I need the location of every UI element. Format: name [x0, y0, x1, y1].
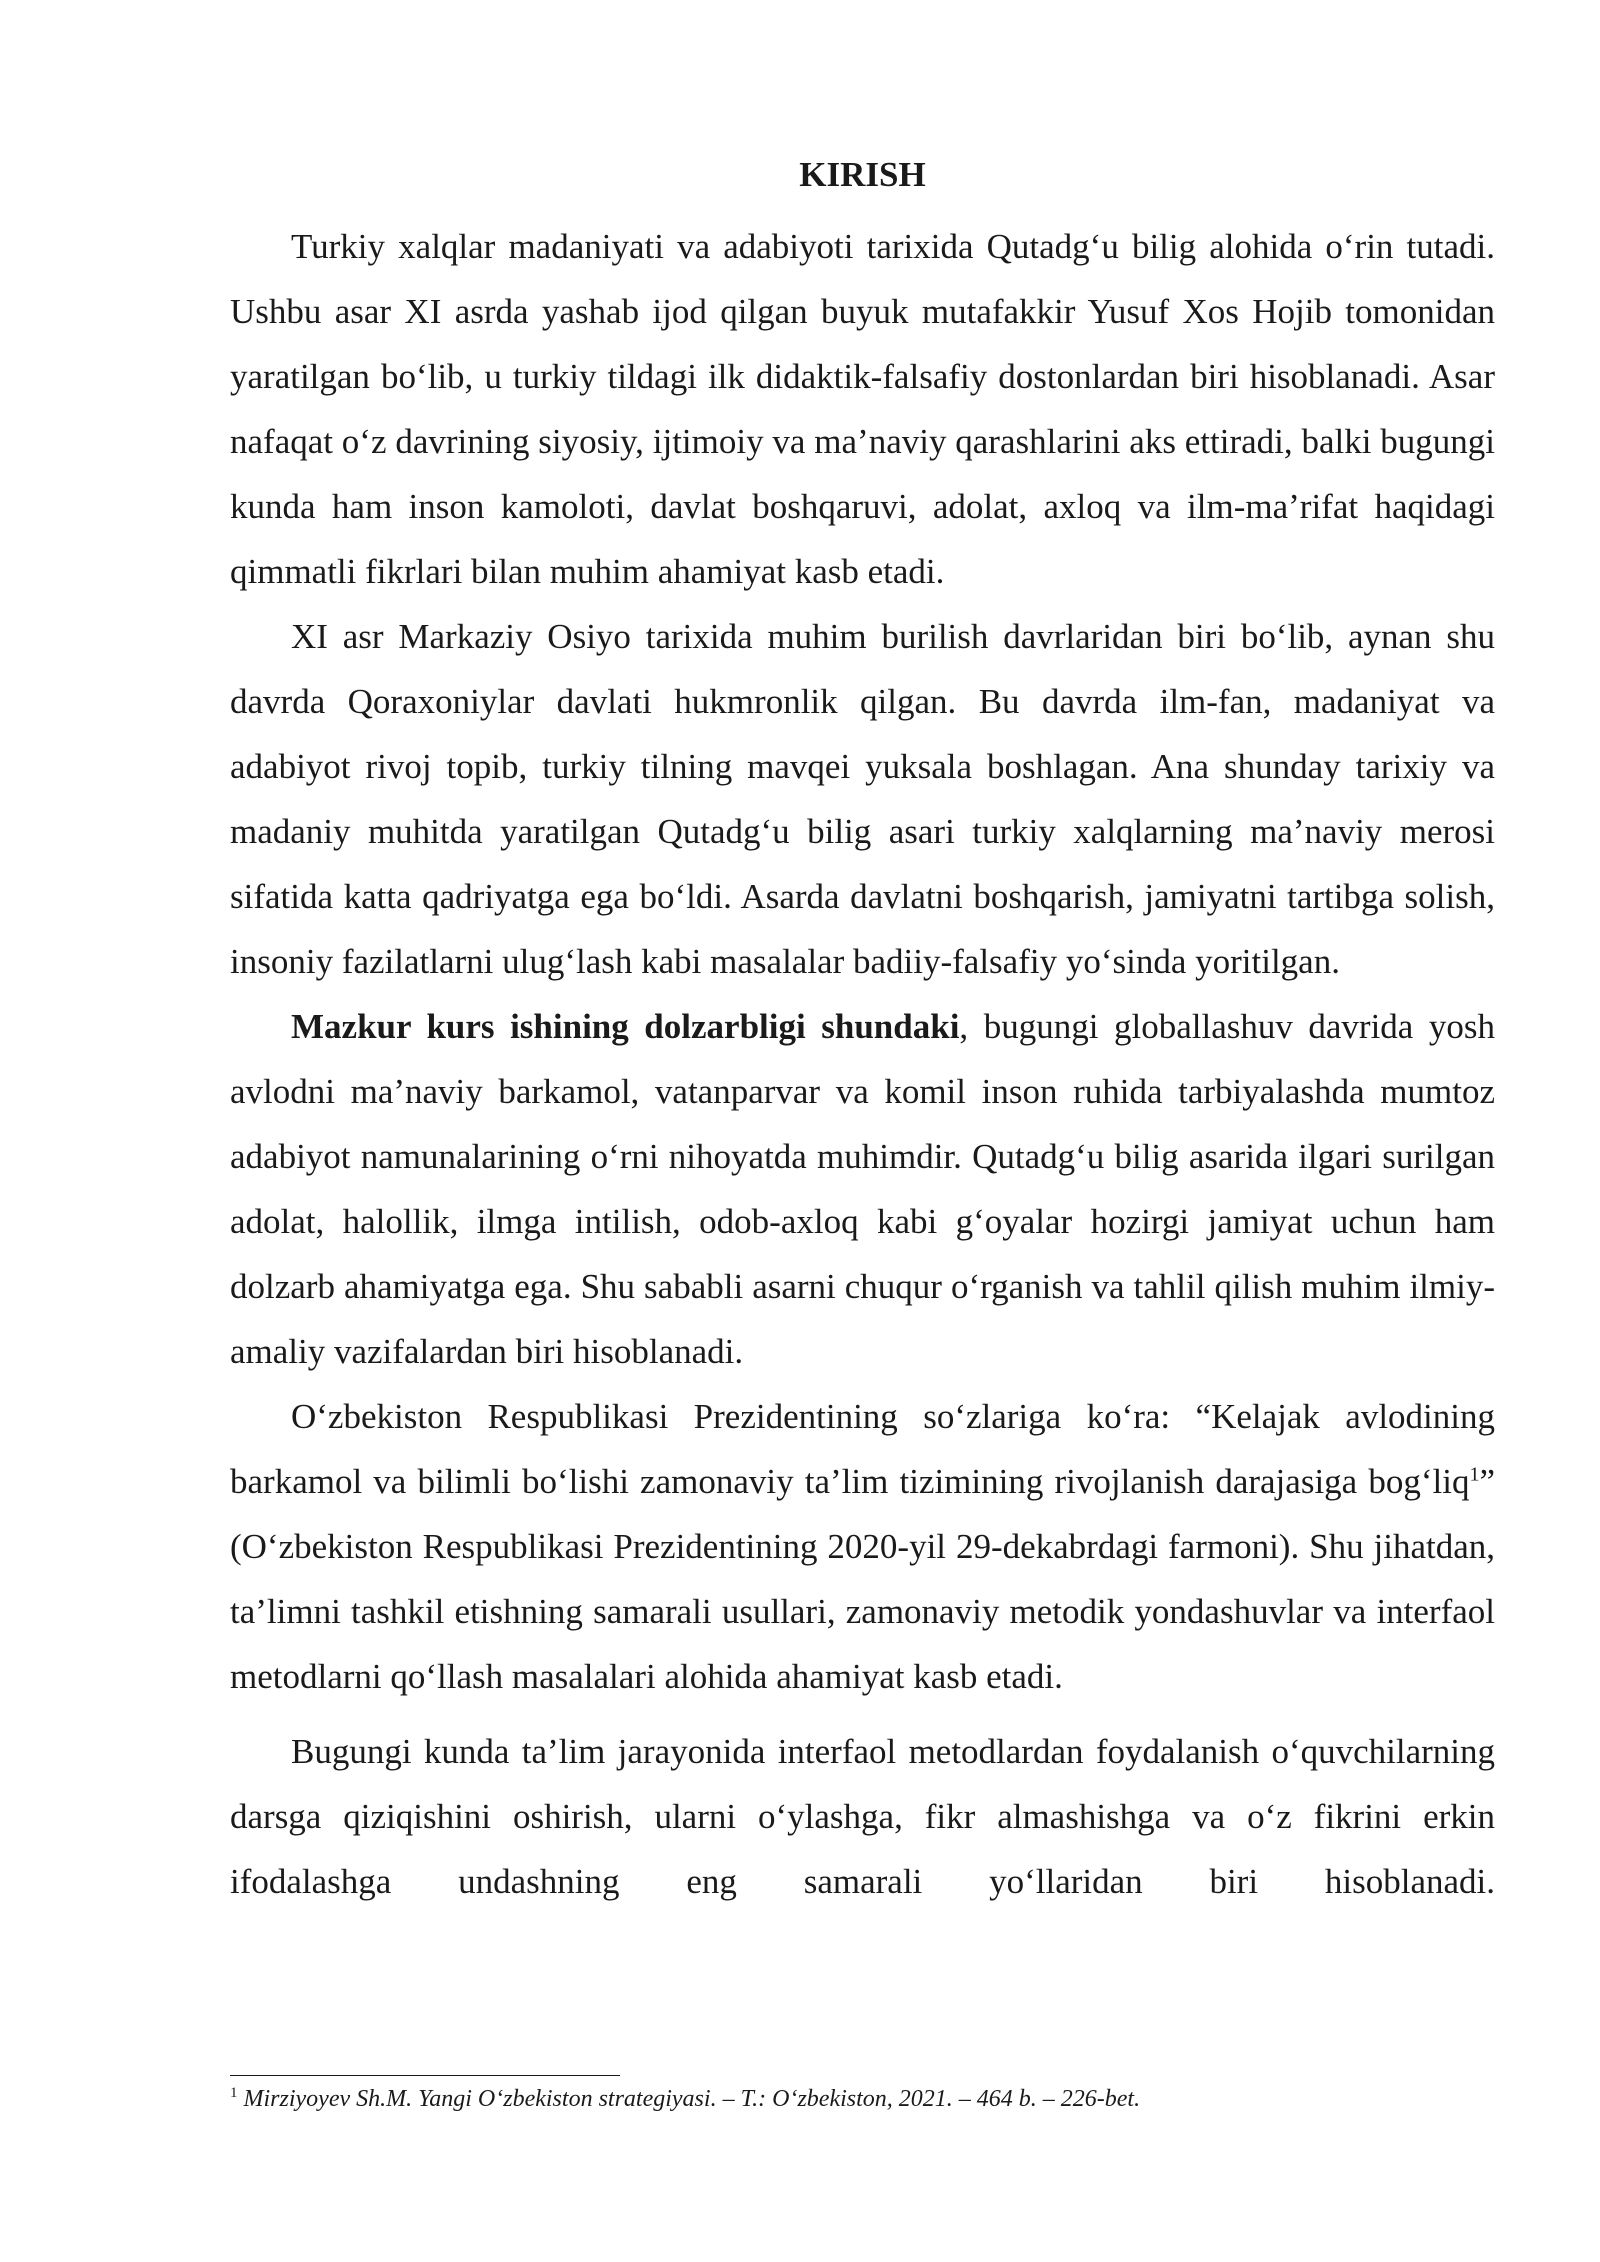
page-body — [230, 150, 1495, 1914]
paragraph-1: Turkiy xalqlar madaniyati va adabiyoti tarixida Qutadg‘u bilig alohida o‘rin tutadi. Ushbu asar XI asrda yashab ijod qilgan buyuk mutafakkir Yusuf Xos Hojib tomonidan yaratilgan bo‘lib, u turkiy tildagi ilk didaktik-falsafiy dostonlardan biri hisoblanadi. Asar nafaqat o‘z davrining siyosiy, ijtimoiy va ma’naviy qarashlarini aks ettiradi, balki bugungi kunda ham inson kamoloti, davlat boshqaruvi, adolat, axloq va ilm-ma’rifat haqidagi qimmatli fikrlari bilan muhim ahamiyat kasb etadi. — [230, 227, 1495, 591]
footnote-reference[interactable]: 1 — [1469, 1463, 1480, 1486]
paragraph-2: XI asr Markaziy Osiyo tarixida muhim burilish davrlaridan biri bo‘lib, aynan shu davrda Qoraxoniylar davlati hukmronlik qilgan. Bu davrda ilm-fan, madaniyat va adabiyot rivoj topib, turkiy tilning mavqei yuksala boshlagan. Ana shunday tarixiy va madaniy muhitda yaratilgan Qutadg‘u bilig asari turkiy xalqlarning ma’naviy merosi sifatida katta qadriyatga ega bo‘ldi. Asarda davlatni boshqarish, jamiyatni tartibga solish, insoniy fazilatlarni ulug‘lash kabi masalalar badiiy-falsafiy yo‘sinda yoritilgan. — [230, 617, 1495, 981]
footnote-separator — [230, 2075, 620, 2076]
paragraph-5: Bugungi kunda ta’lim jarayonida interfaol metodlardan foydalanish o‘quvchilarning darsga qiziqishini oshirish, ularni o‘ylashga, fikr almashishga va o‘z fikrini erkin ifodalashga undashning eng samarali yo‘llaridan biri hisoblanadi. — [230, 1732, 1495, 1901]
paragraph-3-lead: Mazkur kurs ishining dolzarbligi shundaki — [291, 1007, 960, 1046]
paragraph-3 — [230, 994, 1495, 1384]
footnote — [230, 2082, 1495, 2116]
paragraph-4-rest: ” (O‘zbekiston Respublikasi Prezidentining 2020-yil 29-dekabrdagi farmoni). Shu jihatdan, ta’limni tashkil etishning samarali usullari, zamonaviy metodik yondashuvlar va interfaol metodlarni qo‘llash masalalari alohida ahamiyat kasb etadi. — [230, 1462, 1495, 1696]
paragraph-4 — [230, 1384, 1495, 1709]
footnote-text: Mirziyoyev Sh.M. Yangi O‘zbekiston strategiyasi. – T.: O‘zbekiston, 2021. – 464 b. – 226-bet. — [243, 2086, 1141, 2112]
paragraph-3-rest: , bugungi globallashuv davrida yosh avlodni ma’naviy barkamol, vatanparvar va komil inson ruhida tarbiyalashda mumtoz adabiyot namunalarining o‘rni nihoyatda muhimdir. Qutadg‘u bilig asarida ilgari surilgan adolat, halollik, ilmga intilish, odob-axloq kabi g‘oyalar hozirgi jamiyat uchun ham dolzarb ahamiyatga ega. Shu sababli asarni chuqur o‘rganish va tahlil qilish muhim ilmiy-amaliy vazifalardan biri hisoblanadi. — [230, 1007, 1495, 1371]
paragraph-4-quote: O‘zbekiston Respublikasi Prezidentining so‘zlariga ko‘ra: “Kelajak avlodining barkamol va bilimli bo‘lishi zamonaviy ta’lim tizimining rivojlanish darajasiga bog‘liq — [230, 1397, 1495, 1501]
page-title: KIRISH — [799, 155, 926, 194]
footnote-mark: 1 — [230, 2085, 238, 2101]
